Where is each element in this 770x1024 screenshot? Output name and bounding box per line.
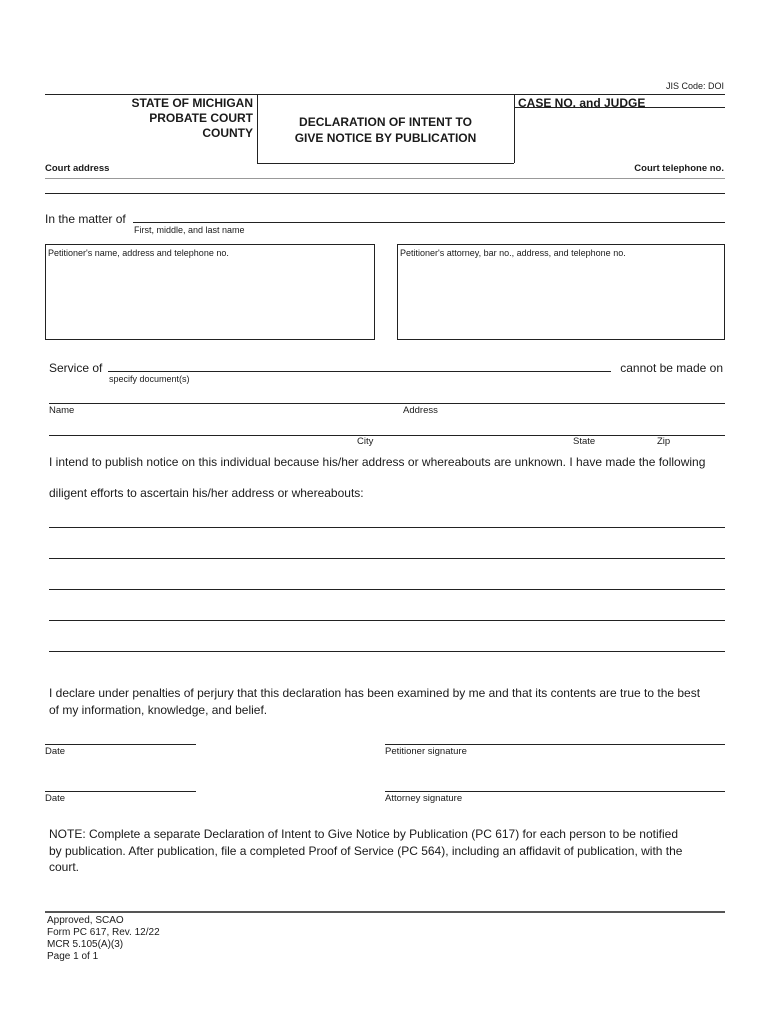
efforts-line-4[interactable]: [49, 620, 725, 621]
city-label: City: [357, 436, 374, 447]
petitioner-box-label: Petitioner's name, address and telephone no.: [48, 248, 229, 258]
date-label-1: Date: [45, 746, 66, 757]
court-name: [60, 96, 253, 141]
court-line-1: STATE OF MICHIGAN: [131, 96, 253, 110]
note-line-1: NOTE: Complete a separate Declaration of Intent to Give Notice by Publication (PC 617) for each person to be notified: [49, 827, 678, 841]
service-label: Service of: [49, 361, 103, 375]
city-state-zip-field[interactable]: [49, 435, 725, 436]
date-field-2[interactable]: [45, 791, 196, 792]
footer-info: [47, 915, 160, 963]
footer-approved: Approved, SCAO: [47, 915, 124, 926]
note-line-2: by publication. After publication, file a completed Proof of Service (PC 564), including an affidavit of publication, with the: [49, 843, 683, 858]
form-title-line-1: DECLARATION OF INTENT TO: [299, 115, 472, 129]
state-label: State: [573, 436, 596, 447]
efforts-line-5[interactable]: [49, 651, 725, 652]
matter-label: In the matter of: [45, 212, 126, 226]
footer-form-number: Form PC 617, Rev. 12/22: [47, 927, 160, 938]
note-line-3: court.: [49, 860, 80, 874]
court-telephone-label: Court telephone no.: [634, 163, 724, 174]
attorney-signature-label: Attorney signature: [385, 793, 463, 804]
date-label-2: Date: [45, 793, 66, 804]
jis-code: JIS Code: DOI: [665, 81, 724, 91]
address-label: Address: [403, 405, 438, 416]
service-sublabel: specify document(s): [109, 374, 190, 384]
intent-text-line-1: I intend to publish notice on this individual because his/her address or whereabouts are unknown. I have made the following: [49, 455, 706, 469]
note: [49, 826, 682, 876]
form-title: [257, 114, 514, 146]
petitioner-signature-field[interactable]: [385, 744, 725, 745]
efforts-line-3[interactable]: [49, 589, 725, 590]
form-title-line-2: GIVE NOTICE BY PUBLICATION: [294, 131, 477, 145]
service-document-field[interactable]: [108, 371, 611, 372]
attorney-info-box[interactable]: [397, 244, 725, 340]
zip-label: Zip: [657, 436, 671, 447]
efforts-line-2[interactable]: [49, 558, 725, 559]
court-line-3: COUNTY: [202, 126, 253, 140]
petitioner-signature-label: Petitioner signature: [385, 746, 467, 757]
efforts-line-1[interactable]: [49, 527, 725, 528]
footer-mcr: MCR 5.105(A)(3): [47, 939, 124, 950]
service-suffix: cannot be made on: [620, 361, 723, 375]
footer-page: Page 1 of 1: [47, 951, 99, 962]
footer-rule: [45, 911, 725, 913]
matter-sublabel: First, middle, and last name: [134, 225, 245, 235]
matter-name-field[interactable]: [133, 222, 725, 223]
declaration-line-2: of my information, knowledge, and belief.: [49, 703, 268, 717]
court-address-label: Court address: [45, 163, 110, 174]
header-divider-right: [514, 94, 515, 163]
name-address-field[interactable]: [49, 403, 725, 404]
header-top-rule: [45, 94, 725, 95]
case-no-label: CASE NO. and JUDGE: [518, 96, 646, 110]
declaration-line-1: I declare under penalties of perjury that this declaration has been examined by me and that its contents are true to the best: [49, 686, 701, 700]
date-field-1[interactable]: [45, 744, 196, 745]
court-address-rule-thin: [45, 178, 725, 179]
intent-text-line-2: diligent efforts to ascertain his/her address or whereabouts:: [49, 486, 364, 500]
court-address-field[interactable]: [45, 193, 725, 194]
court-line-2: PROBATE COURT: [149, 111, 253, 125]
name-label: Name: [49, 405, 75, 416]
attorney-signature-field[interactable]: [385, 791, 725, 792]
petitioner-info-box[interactable]: [45, 244, 375, 340]
attorney-box-label: Petitioner's attorney, bar no., address, and telephone no.: [400, 248, 626, 258]
header-title-bottom: [257, 163, 514, 164]
